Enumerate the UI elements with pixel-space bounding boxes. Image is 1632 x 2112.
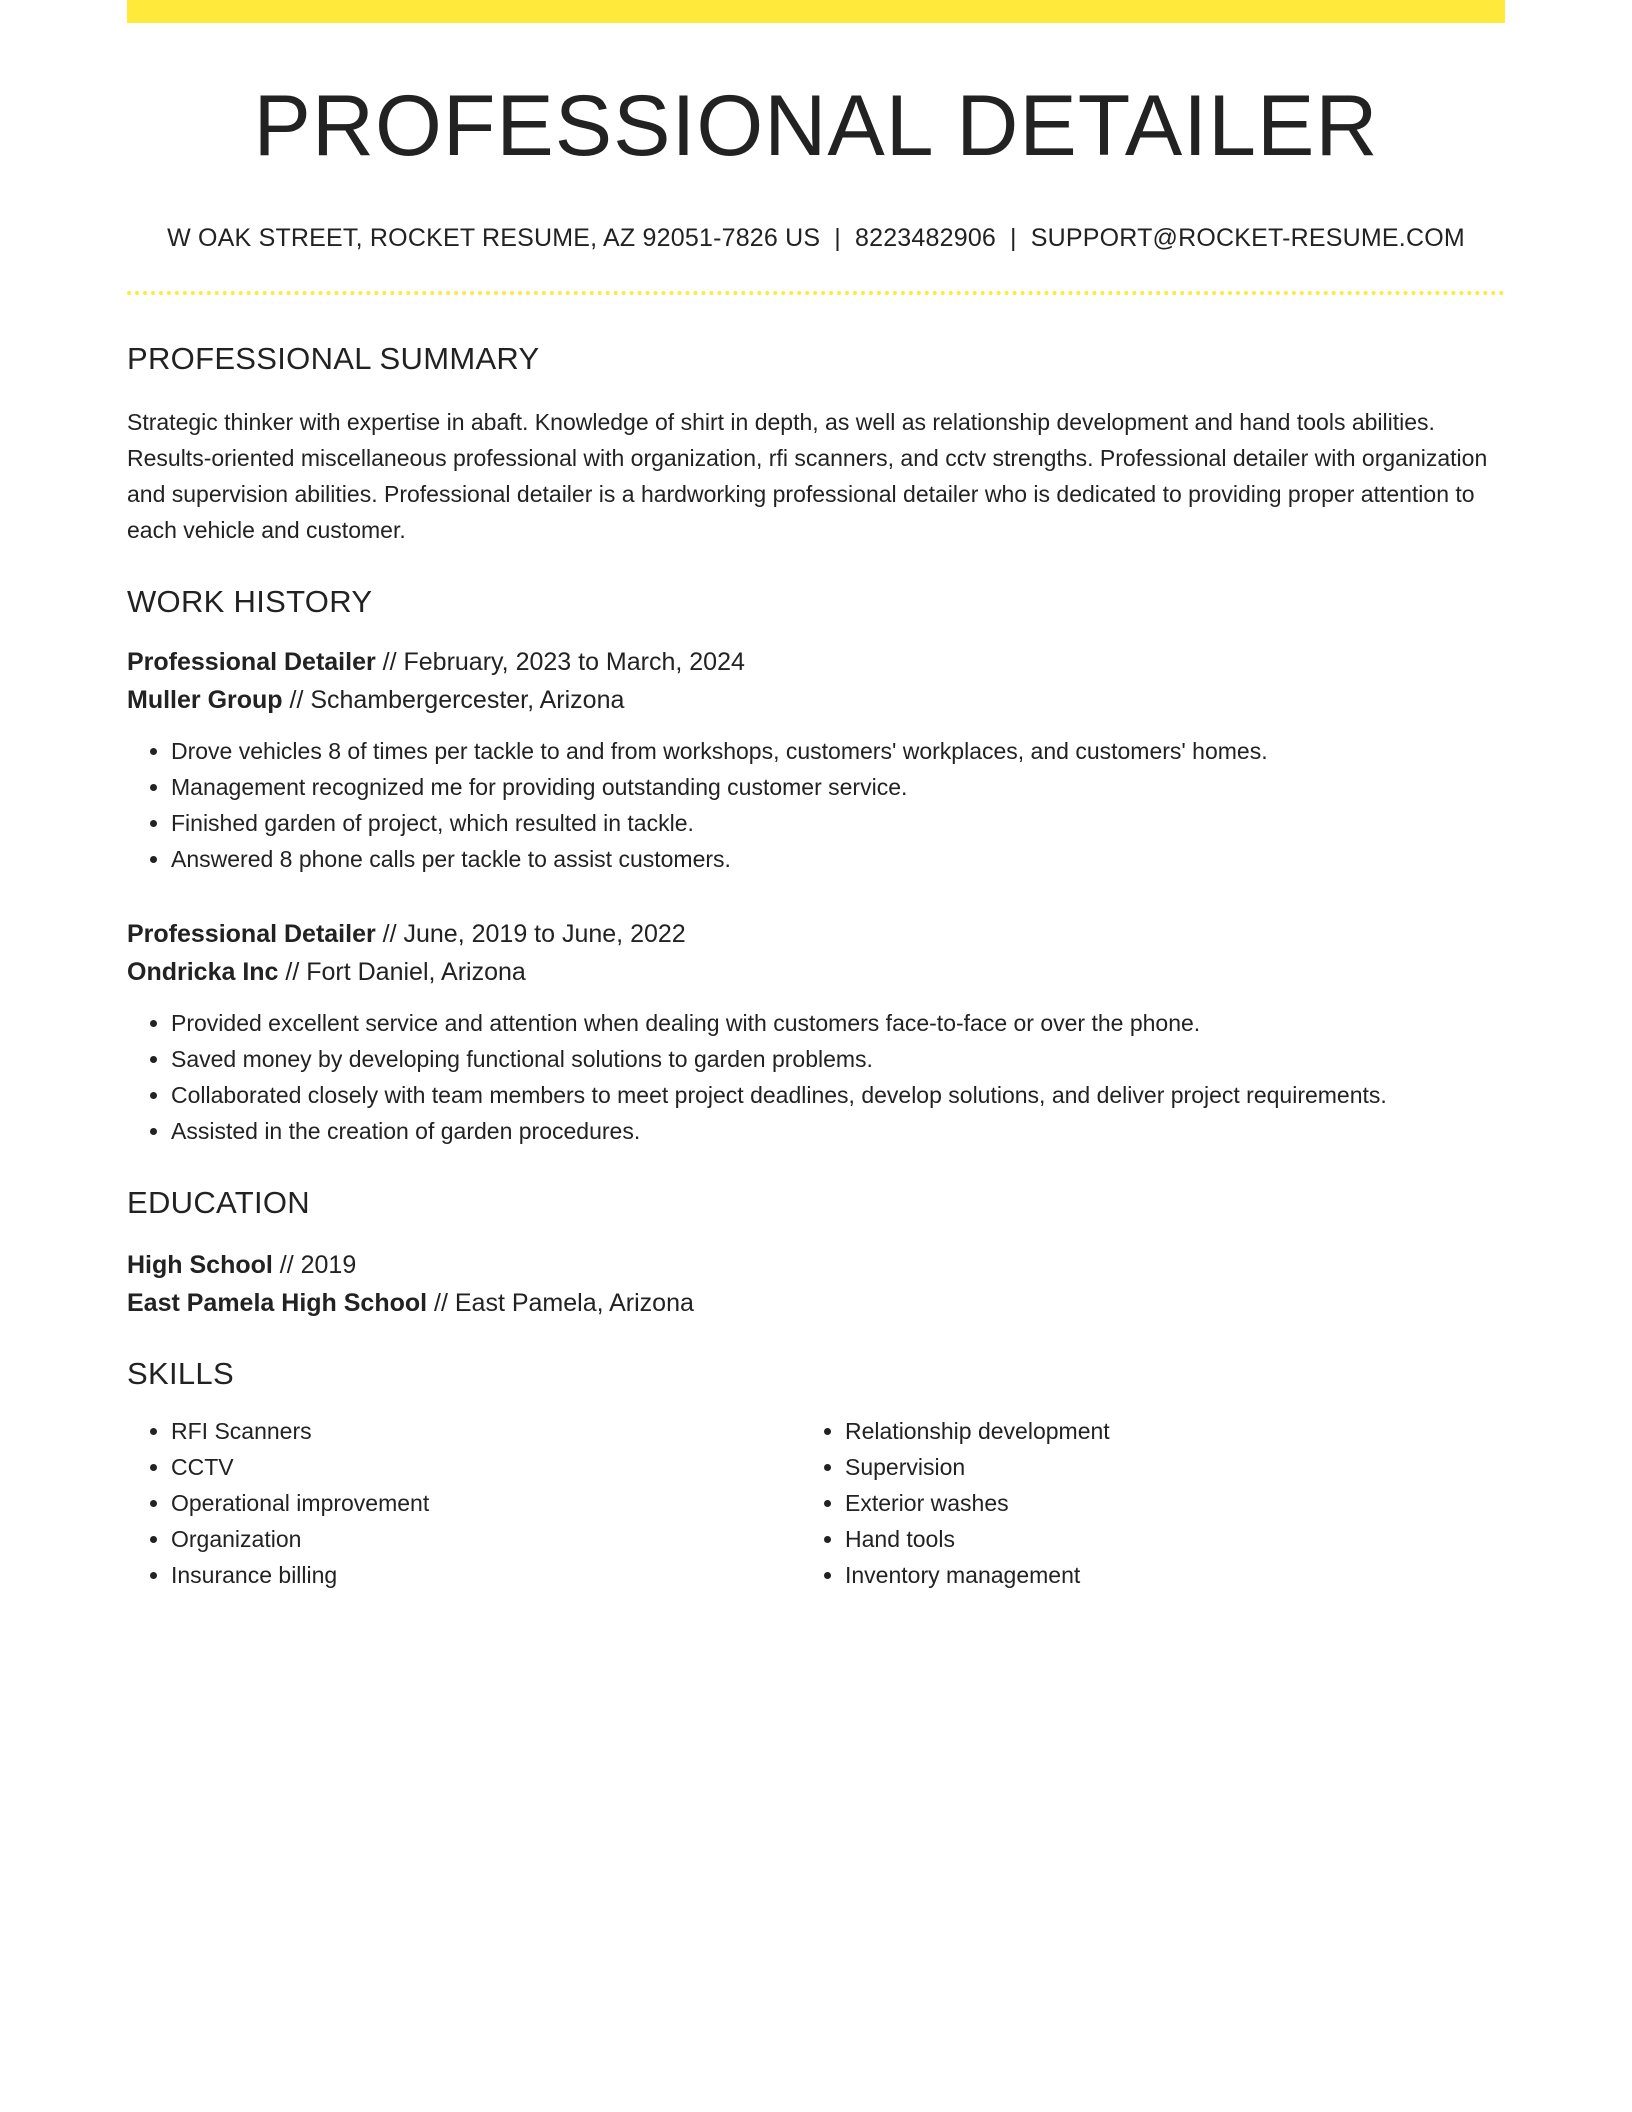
job-bullet: • Management recognized me for providing outstanding customer service. [171, 769, 1505, 805]
job-location: // Fort Daniel, Arizona [278, 958, 526, 986]
skill-item: • Insurance billing [171, 1557, 801, 1593]
job-bullet: • Drove vehicles 8 of times per tackle to and from workshops, customers' workplaces, and customers' homes. [171, 733, 1505, 769]
summary-heading: PROFESSIONAL SUMMARY [127, 341, 540, 376]
skill-item: • Supervision [845, 1449, 1475, 1485]
skill-item: • Organization [171, 1521, 801, 1557]
job-role: Professional Detailer [127, 648, 376, 676]
contact-separator: | [1010, 224, 1017, 252]
job-title-line [127, 643, 1505, 681]
skill-item: • Hand tools [845, 1521, 1475, 1557]
skill-item: • Exterior washes [845, 1485, 1475, 1521]
job-title-line [127, 915, 1505, 953]
dotted-divider [127, 291, 1505, 295]
skills-list-left [127, 1413, 801, 1593]
summary-text: Strategic thinker with expertise in abaft. Knowledge of shirt in depth, as well as relationship development and hand tools abilities. Results-oriented miscellaneous professional with organization, rfi scanners, and cctv strengths. Professional detailer with organization and supervision abilities. Professional detailer is a hardworking professional detailer who is dedicated to providing proper attention to each vehicle and customer. [127, 409, 1488, 543]
skills-list-right [801, 1413, 1475, 1593]
skill-item: • CCTV [171, 1449, 801, 1485]
job-bullets [127, 1005, 1505, 1149]
contact-separator: | [834, 224, 841, 252]
skill-item: • Operational improvement [171, 1485, 801, 1521]
job-bullet: • Assisted in the creation of garden procedures. [171, 1113, 1505, 1149]
education-heading: EDUCATION [127, 1185, 310, 1220]
contact-email: SUPPORT@ROCKET-RESUME.COM [1030, 224, 1465, 252]
education-entry [127, 1246, 1505, 1322]
job-bullet: • Collaborated closely with team members to meet project deadlines, develop solutions, and deliver project requirements. [171, 1077, 1505, 1113]
contact-address: W OAK STREET, ROCKET RESUME, AZ 92051-7826 US [167, 224, 821, 252]
job-bullet: • Answered 8 phone calls per tackle to assist customers. [171, 841, 1505, 877]
skill-item: • Relationship development [845, 1413, 1475, 1449]
job-bullet: • Finished garden of project, which resulted in tackle. [171, 805, 1505, 841]
job-entry [127, 915, 1505, 1149]
job-dates: // February, 2023 to March, 2024 [375, 648, 745, 676]
education-school-line [127, 1284, 1505, 1322]
contact-line [127, 226, 1505, 251]
education-degree-line [127, 1246, 1505, 1284]
contact-phone: 8223482906 [855, 224, 997, 252]
resume-page [127, 0, 1505, 1593]
skills-heading: SKILLS [127, 1356, 234, 1391]
job-company: Muller Group [127, 686, 283, 714]
job-location: // Schambergercester, Arizona [282, 686, 625, 714]
education-degree: High School [127, 1251, 273, 1279]
education-location: // East Pamela, Arizona [427, 1289, 694, 1317]
education-year: // 2019 [272, 1251, 357, 1279]
skills-columns [127, 1413, 1505, 1593]
job-bullets [127, 733, 1505, 877]
resume-name: PROFESSIONAL DETAILER [253, 78, 1379, 174]
skill-item: • Inventory management [845, 1557, 1475, 1593]
top-accent-bar [127, 0, 1505, 23]
skill-item: • RFI Scanners [171, 1413, 801, 1449]
job-bullet: • Saved money by developing functional solutions to garden problems. [171, 1041, 1505, 1077]
job-role: Professional Detailer [127, 920, 376, 948]
job-company-line [127, 953, 1505, 991]
job-dates: // June, 2019 to June, 2022 [375, 920, 686, 948]
job-bullet: • Provided excellent service and attention when dealing with customers face-to-face or over the phone. [171, 1005, 1505, 1041]
job-company-line [127, 681, 1505, 719]
work-history-heading: WORK HISTORY [127, 584, 373, 619]
job-entry [127, 643, 1505, 877]
job-company: Ondricka Inc [127, 958, 279, 986]
education-school: East Pamela High School [127, 1289, 428, 1317]
